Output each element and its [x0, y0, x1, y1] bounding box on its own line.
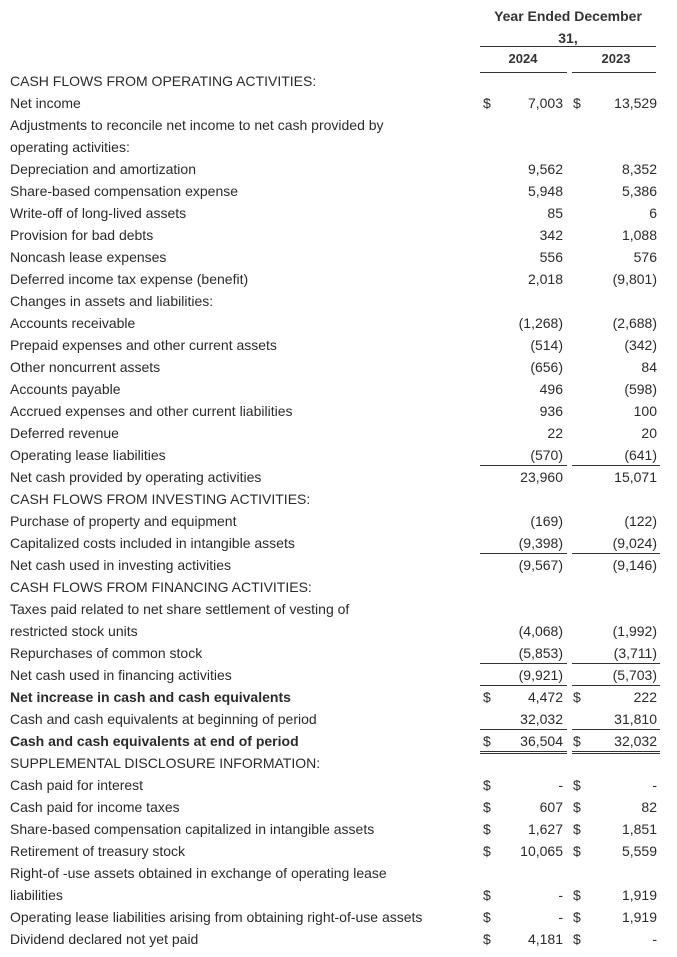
value-2023: 1,919: [621, 909, 657, 925]
row-label: Capitalized costs included in intangible assets: [10, 535, 295, 551]
table-row: [0, 180, 677, 202]
value-2024: 936: [539, 403, 563, 419]
table-row: [0, 158, 677, 180]
row-label: Other noncurrent assets: [10, 359, 161, 375]
value-2023: 576: [633, 249, 657, 265]
value-2024: -: [558, 887, 563, 903]
row-label: operating activities:: [10, 139, 130, 155]
dollar-sign-2023: $: [573, 799, 581, 815]
row-label: Deferred income tax expense (benefit): [10, 271, 249, 287]
table-row: [0, 136, 677, 158]
dollar-sign-2024: $: [483, 887, 491, 903]
value-2024: (5,853): [518, 645, 563, 661]
table-row: [0, 312, 677, 334]
dollar-sign-2024: $: [483, 909, 491, 925]
value-2023: (342): [624, 337, 657, 353]
value-2024: 5,948: [527, 183, 563, 199]
table-row: [0, 466, 677, 488]
table-row: [0, 290, 677, 312]
table-row: [0, 224, 677, 246]
row-label: SUPPLEMENTAL DISCLOSURE INFORMATION:: [10, 755, 321, 771]
value-2024: (656): [530, 359, 563, 375]
value-2023: 31,810: [614, 711, 657, 727]
table-row: [0, 334, 677, 356]
value-2024: (1,268): [518, 315, 563, 331]
value-2024: (169): [530, 513, 563, 529]
dollar-sign-2024: $: [483, 799, 491, 815]
dollar-sign-2024: $: [483, 821, 491, 837]
table-row: [0, 114, 677, 136]
dollar-sign-2024: $: [483, 689, 491, 705]
table-row: [0, 642, 677, 664]
value-2023: 1,851: [621, 821, 657, 837]
value-2024: 10,065: [520, 843, 563, 859]
row-label: Cash and cash equivalents at beginning of period: [10, 711, 317, 727]
value-2024: (4,068): [518, 623, 563, 639]
value-2023: (1,992): [612, 623, 657, 639]
value-2023: 13,529: [614, 95, 657, 111]
table-row: [0, 444, 677, 466]
value-2023: (5,703): [612, 667, 657, 683]
table-row: [0, 356, 677, 378]
row-label: Changes in assets and liabilities:: [10, 293, 214, 309]
dollar-sign-2023: $: [573, 733, 581, 749]
value-2024: 556: [539, 249, 563, 265]
row-label: Depreciation and amortization: [10, 161, 196, 177]
value-2023: 222: [633, 689, 657, 705]
row-label: Accrued expenses and other current liabilities: [10, 403, 293, 419]
table-row: [0, 686, 677, 708]
value-2023: 1,919: [621, 887, 657, 903]
table-row: [0, 774, 677, 796]
value-2023: 82: [641, 799, 657, 815]
table-row: [0, 576, 677, 598]
table-row: [0, 92, 677, 114]
row-label: Accounts payable: [10, 381, 121, 397]
table-row: [0, 532, 677, 554]
value-2024: 4,472: [527, 689, 563, 705]
row-label: Operating lease liabilities arising from obtaining right-of-use assets: [10, 909, 423, 925]
value-2023: -: [652, 777, 657, 793]
table-row: [0, 246, 677, 268]
row-label: Provision for bad debts: [10, 227, 154, 243]
value-2023: 8,352: [621, 161, 657, 177]
table-row: [0, 664, 677, 686]
row-label: Prepaid expenses and other current assets: [10, 337, 277, 353]
value-2023: 1,088: [621, 227, 657, 243]
value-2023: 5,559: [621, 843, 657, 859]
year-2023-header: 2023: [601, 51, 631, 66]
row-label: Share-based compensation expense: [10, 183, 239, 199]
value-2023: 100: [633, 403, 657, 419]
row-label: Cash and cash equivalents at end of period: [10, 733, 299, 749]
dollar-sign-2024: $: [483, 95, 491, 111]
value-2024: (9,567): [518, 557, 563, 573]
value-2024: 4,181: [527, 931, 563, 947]
value-2024: -: [558, 909, 563, 925]
table-header: [0, 0, 677, 74]
dollar-sign-2024: $: [483, 931, 491, 947]
table-row: [0, 840, 677, 862]
value-2023: (122): [624, 513, 657, 529]
value-2023: (2,688): [612, 315, 657, 331]
value-2024: 22: [547, 425, 563, 441]
value-2024: 2,018: [527, 271, 563, 287]
row-label: CASH FLOWS FROM INVESTING ACTIVITIES:: [10, 491, 311, 507]
row-label: Deferred revenue: [10, 425, 119, 441]
value-2024: (514): [530, 337, 563, 353]
table-row: [0, 620, 677, 642]
row-label: Share-based compensation capitalized in intangible assets: [10, 821, 375, 837]
value-2023: 20: [641, 425, 657, 441]
table-row: [0, 202, 677, 224]
value-2024: (9,921): [518, 667, 563, 683]
table-row: [0, 884, 677, 906]
table-row: [0, 796, 677, 818]
table-row: [0, 488, 677, 510]
value-2023: 6: [649, 205, 657, 221]
row-label: CASH FLOWS FROM OPERATING ACTIVITIES:: [10, 73, 317, 89]
value-2023: (9,801): [612, 271, 657, 287]
row-label: Net cash used in financing activities: [10, 667, 232, 683]
row-label: Noncash lease expenses: [10, 249, 167, 265]
value-2023: -: [652, 931, 657, 947]
dollar-sign-2023: $: [573, 777, 581, 793]
row-label: Taxes paid related to net share settlement of vesting of: [10, 601, 350, 617]
value-2023: (598): [624, 381, 657, 397]
row-label: restricted stock units: [10, 623, 138, 639]
row-label: Operating lease liabilities: [10, 447, 166, 463]
table-row: [0, 510, 677, 532]
dollar-sign-2023: $: [573, 689, 581, 705]
table-row: [0, 70, 677, 92]
row-label: Net income: [10, 95, 81, 111]
row-label: CASH FLOWS FROM FINANCING ACTIVITIES:: [10, 579, 312, 595]
row-label: Purchase of property and equipment: [10, 513, 237, 529]
value-2024: 23,960: [520, 469, 563, 485]
table-row: [0, 862, 677, 884]
value-2024: (570): [530, 447, 563, 463]
value-2024: -: [558, 777, 563, 793]
table-row: [0, 730, 677, 752]
value-2023: 5,386: [621, 183, 657, 199]
value-2024: 1,627: [527, 821, 563, 837]
value-2023: 15,071: [614, 469, 657, 485]
table-row: [0, 818, 677, 840]
value-2023: 84: [641, 359, 657, 375]
dollar-sign-2023: $: [573, 887, 581, 903]
header-rule: [480, 46, 656, 47]
row-label: Cash paid for interest: [10, 777, 144, 793]
value-2023: (641): [624, 447, 657, 463]
value-2023: (3,711): [613, 645, 657, 661]
row-label: Repurchases of common stock: [10, 645, 203, 661]
value-2023: (9,146): [612, 557, 657, 573]
row-label: Net cash used in investing activities: [10, 557, 231, 573]
row-label: Write-off of long-lived assets: [10, 205, 187, 221]
value-2024: 85: [547, 205, 563, 221]
dollar-sign-2024: $: [483, 843, 491, 859]
value-2024: 36,504: [520, 733, 563, 749]
table-row: [0, 708, 677, 730]
period-heading-line2: 31,: [558, 30, 578, 46]
period-heading-line1: Year Ended December: [494, 8, 642, 24]
dollar-sign-2024: $: [483, 777, 491, 793]
value-2023: (9,024): [612, 535, 657, 551]
cash-flow-table: [0, 70, 677, 950]
value-2024: (9,398): [518, 535, 563, 551]
dollar-sign-2023: $: [573, 95, 581, 111]
table-row: [0, 752, 677, 774]
row-label: Right-of -use assets obtained in exchange of operating lease: [10, 865, 387, 881]
table-row: [0, 554, 677, 576]
dollar-sign-2024: $: [483, 733, 491, 749]
dollar-sign-2023: $: [573, 931, 581, 947]
row-label: Dividend declared not yet paid: [10, 931, 199, 947]
row-label: liabilities: [10, 887, 63, 903]
value-2024: 342: [539, 227, 563, 243]
row-label: Adjustments to reconcile net income to net cash provided by: [10, 117, 384, 133]
row-label: Retirement of treasury stock: [10, 843, 186, 859]
table-row: [0, 400, 677, 422]
row-label: Cash paid for income taxes: [10, 799, 180, 815]
dollar-sign-2023: $: [573, 909, 581, 925]
row-label: Accounts receivable: [10, 315, 136, 331]
table-row: [0, 928, 677, 950]
period-heading: [480, 5, 656, 49]
value-2024: 7,003: [527, 95, 563, 111]
dollar-sign-2023: $: [573, 821, 581, 837]
table-row: [0, 378, 677, 400]
table-row: [0, 906, 677, 928]
table-row: [0, 422, 677, 444]
year-2024-header: 2024: [508, 51, 538, 66]
dollar-sign-2023: $: [573, 843, 581, 859]
value-2023: 32,032: [614, 733, 657, 749]
value-2024: 607: [539, 799, 563, 815]
value-2024: 32,032: [520, 711, 563, 727]
value-2024: 9,562: [527, 161, 563, 177]
row-label: Net cash provided by operating activities: [10, 469, 262, 485]
row-label: Net increase in cash and cash equivalents: [10, 689, 291, 705]
value-2024: 496: [539, 381, 563, 397]
table-row: [0, 268, 677, 290]
table-row: [0, 598, 677, 620]
